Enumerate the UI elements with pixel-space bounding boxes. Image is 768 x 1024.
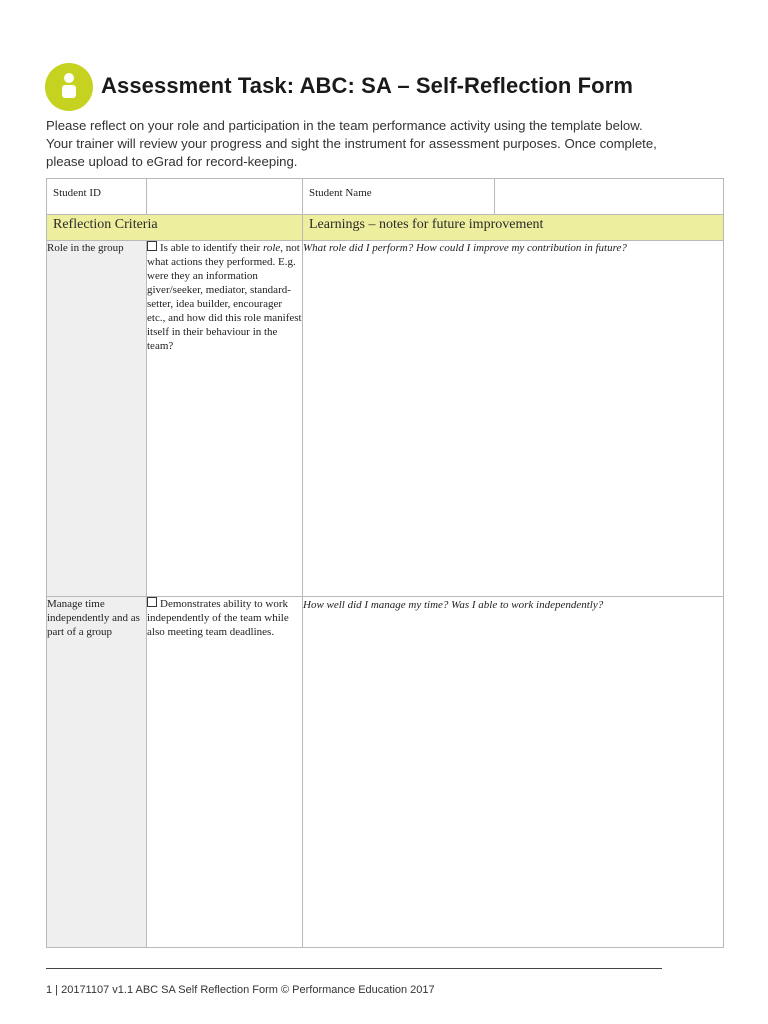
student-name-label: Student Name [303, 179, 495, 215]
learnings-heading: Learnings – notes for future improvement [303, 215, 724, 241]
learnings-field-time[interactable] [303, 597, 724, 948]
criterion-description [147, 241, 303, 597]
criterion-name: Manage time independently and as part of a group [47, 597, 147, 948]
intro-text [46, 117, 726, 171]
criterion-desc-emphasis: role [262, 242, 281, 254]
page-title: Assessment Task: ABC: SA – Self-Reflection Form [101, 73, 634, 98]
student-info-row [47, 179, 724, 215]
criterion-row-role [47, 241, 724, 597]
footer-divider [46, 968, 662, 969]
checkbox[interactable] [147, 597, 157, 607]
criterion-row-time [47, 597, 724, 948]
section-header-row [47, 215, 724, 241]
intro-line: Please reflect on your role and participation in the team performance activity using the template below. [46, 118, 643, 133]
learnings-field-role[interactable] [303, 241, 724, 597]
criterion-name: Role in the group [47, 241, 147, 597]
criterion-description [147, 597, 303, 948]
logo [45, 63, 93, 111]
intro-line: please upload to eGrad for record-keeping. [46, 154, 298, 169]
student-id-label: Student ID [47, 179, 147, 215]
student-id-field[interactable] [147, 179, 303, 215]
criterion-desc-text: Is able to identify their [160, 242, 263, 254]
student-name-field[interactable] [495, 179, 724, 215]
page-footer: 1 | 20171107 v1.1 ABC SA Self Reflection Form © Performance Education 2017 [46, 984, 435, 996]
criterion-desc-text: , not what actions they performed. E.g. were they an information giver/seeker, mediator, standard-setter, idea builder, encourager etc., and how did this role manifest itself in their behaviour in the team? [147, 242, 302, 352]
checkbox[interactable] [147, 241, 157, 251]
reflection-criteria-heading: Reflection Criteria [47, 215, 303, 241]
criterion-desc-text: Demonstrates ability to work independently of the team while also meeting team deadlines. [147, 598, 289, 638]
reflection-form-table [46, 178, 724, 948]
learnings-prompt: What role did I perform? How could I improve my contribution in future? [303, 242, 627, 254]
person-icon [45, 63, 93, 111]
learnings-prompt: How well did I manage my time? Was I able to work independently? [303, 599, 604, 611]
page-header [45, 63, 725, 111]
intro-line: Your trainer will review your progress and sight the instrument for assessment purposes. Once complete, [46, 136, 657, 151]
